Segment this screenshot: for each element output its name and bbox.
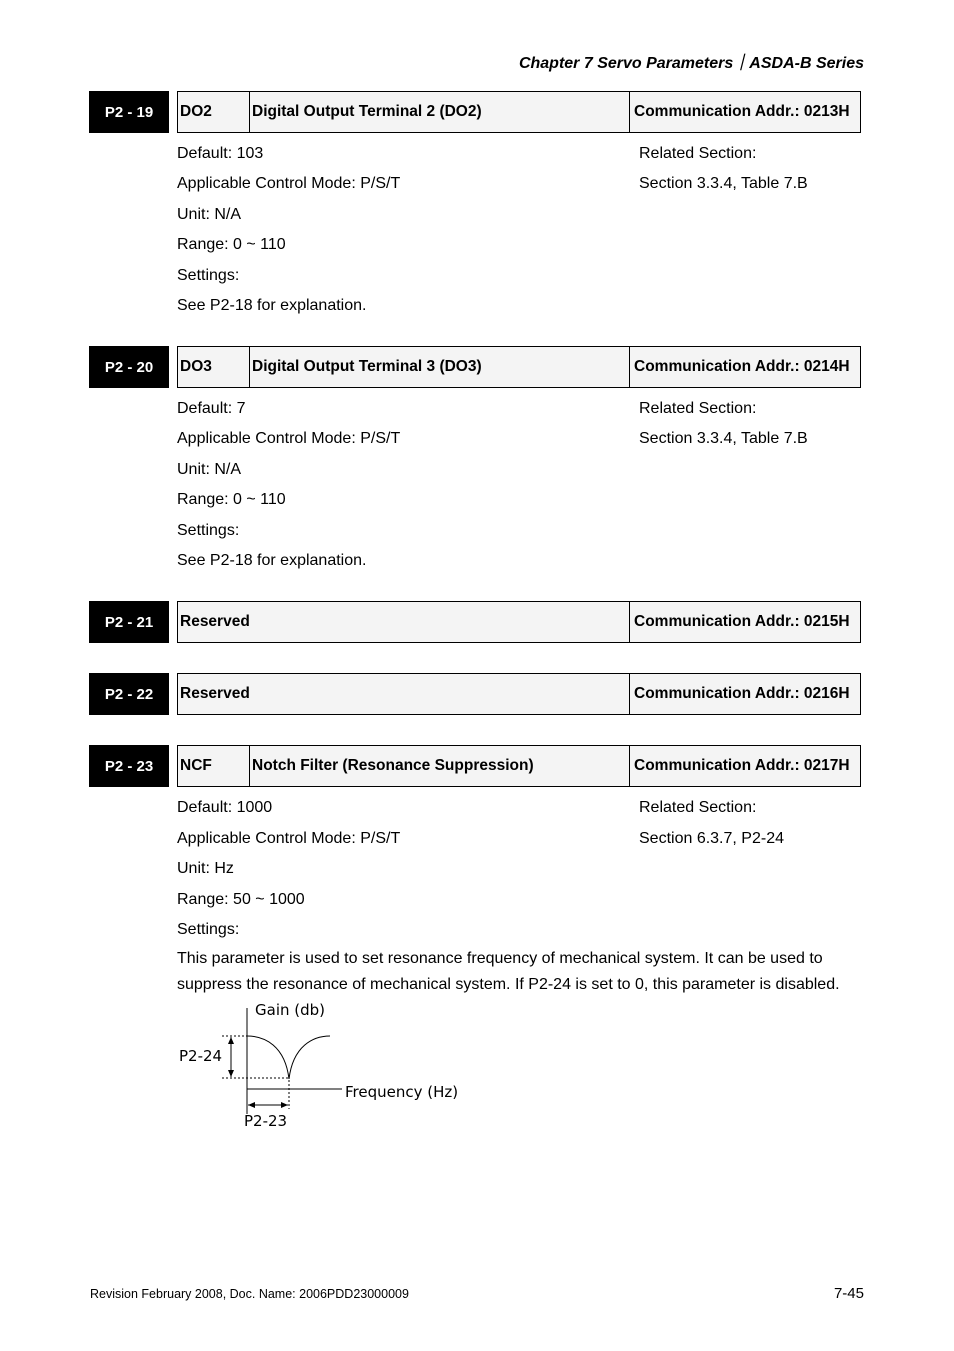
param-code: DO2 (178, 92, 250, 132)
param-comm-addr: Communication Addr.: 0216H (634, 685, 850, 702)
param-name: Notch Filter (Resonance Suppression) (250, 746, 630, 786)
related-section: Section 3.3.4, Table 7.B (639, 175, 808, 192)
param-name: Reserved (178, 674, 630, 714)
gain-axis-label: Gain (db) (255, 1001, 326, 1019)
param-default: Default: 103 (177, 145, 264, 162)
depth-label: P2-24 (179, 1047, 223, 1065)
param-comm-addr: Communication Addr.: 0214H (634, 358, 850, 375)
related-section-label: Related Section: (639, 400, 757, 417)
param-range: Range: 50 ~ 1000 (177, 891, 305, 908)
param-header-table (177, 673, 861, 715)
param-name: Reserved (178, 602, 630, 642)
param-comm-addr: Communication Addr.: 0213H (634, 103, 850, 120)
footer-revision: Revision February 2008, Doc. Name: 2006PDD23000009 (90, 1287, 409, 1301)
param-control-mode: Applicable Control Mode: P/S/T (177, 430, 401, 447)
param-id-badge: P2 - 23 (89, 745, 169, 787)
param-default: Default: 7 (177, 400, 246, 417)
param-id-badge: P2 - 20 (89, 346, 169, 388)
param-explanation: See P2-18 for explanation. (177, 552, 367, 569)
param-explanation: This parameter is used to set resonance frequency of mechanical system. It can be used to suppress the resonance of mechanical system. If P2-24 is set to 0, this parameter is disabled. (177, 950, 840, 993)
param-code: NCF (178, 746, 250, 786)
param-header-table (177, 91, 861, 133)
arrow-up-icon (228, 1037, 234, 1044)
related-section: Section 6.3.7, P2-24 (639, 830, 784, 847)
related-section: Section 3.3.4, Table 7.B (639, 430, 808, 447)
param-unit: Unit: Hz (177, 860, 234, 877)
param-range: Range: 0 ~ 110 (177, 491, 286, 508)
param-explanation: See P2-18 for explanation. (177, 297, 367, 314)
param-default: Default: 1000 (177, 799, 273, 816)
param-header-table (177, 601, 861, 643)
arrow-down-icon (228, 1070, 234, 1077)
param-id-badge: P2 - 19 (89, 91, 169, 133)
param-id-badge: P2 - 22 (89, 673, 169, 715)
param-id-badge: P2 - 21 (89, 601, 169, 643)
param-control-mode: Applicable Control Mode: P/S/T (177, 175, 401, 192)
param-name: Digital Output Terminal 2 (DO2) (250, 92, 630, 132)
frequency-axis-label: Frequency (Hz) (345, 1083, 459, 1101)
page-number: 7-45 (833, 1285, 864, 1302)
param-settings-label: Settings: (177, 267, 240, 284)
param-settings-label: Settings: (177, 921, 240, 938)
param-header-table (177, 346, 861, 388)
param-comm-addr: Communication Addr.: 0215H (634, 613, 850, 630)
param-control-mode: Applicable Control Mode: P/S/T (177, 830, 401, 847)
param-name: Digital Output Terminal 3 (DO3) (250, 347, 630, 387)
page-header: Chapter 7 Servo Parameters｜ASDA-B Series (518, 55, 864, 72)
arrow-right-icon (281, 1102, 288, 1108)
notch-curve (247, 1036, 330, 1079)
related-section-label: Related Section: (639, 145, 757, 162)
arrow-left-icon (248, 1102, 255, 1108)
param-unit: Unit: N/A (177, 461, 242, 478)
param-header-table (177, 745, 861, 787)
param-settings-label: Settings: (177, 522, 240, 539)
param-unit: Unit: N/A (177, 206, 242, 223)
notch-frequency-label: P2-23 (244, 1112, 288, 1130)
param-range: Range: 0 ~ 110 (177, 236, 286, 253)
related-section-label: Related Section: (639, 799, 757, 816)
param-comm-addr: Communication Addr.: 0217H (634, 757, 850, 774)
notch-filter-diagram (170, 996, 490, 1136)
param-code: DO3 (178, 347, 250, 387)
